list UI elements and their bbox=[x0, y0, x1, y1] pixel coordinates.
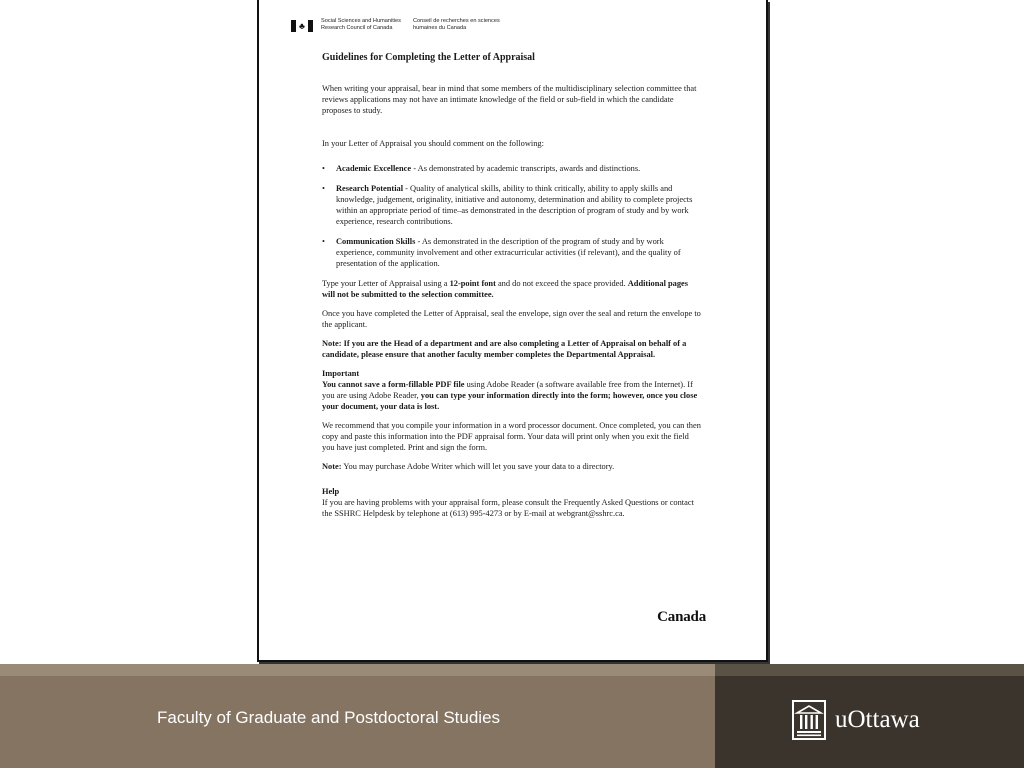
criteria-item: • Academic Excellence - As demonstrated by academic transcripts, awards and distinctions. bbox=[322, 164, 641, 173]
criteria-item: • Research Potential - Quality of analytical skills, ability to think critically, ability to apply skills and knowledge, judgement, originality, initiative and autonomy, determination and ability to complete projects within an appropriate period of time–as demonstrated in the description of program of study and by work experience, research contributions. bbox=[322, 184, 693, 226]
font-note: Type your Letter of Appraisal using a 12-point font and do not exceed the space provided. Additional pages will not be submitted to the selection committee. bbox=[322, 279, 689, 299]
uottawa-logo bbox=[792, 700, 920, 740]
help-text: If you are having problems with your appraisal form, please consult the Frequently Asked Questions or contact the SSHRC Helpdesk by telephone at (613) 995-4273 or by E-mail at webgrant@sshrc.ca. bbox=[322, 498, 694, 518]
important-text: You cannot save a form-fillable PDF file using Adobe Reader (a software available free from the Internet). If you are using Adobe Reader, you can type your information directly into the form; however, once you close your document, your data is lost. bbox=[322, 380, 698, 411]
building-icon bbox=[792, 700, 826, 740]
canada-flag-icon: ♣ bbox=[291, 20, 313, 32]
important-heading: Important bbox=[322, 369, 360, 378]
agency-name-en: Social Sciences and Humanities Research Council of Canada bbox=[321, 18, 401, 31]
document-title: Guidelines for Completing the Letter of Appraisal bbox=[322, 52, 535, 63]
seal-note: Once you have completed the Letter of Appraisal, seal the envelope, sign over the seal and return the envelope to the applicant. bbox=[322, 309, 701, 329]
criteria-list bbox=[322, 163, 702, 269]
help-heading: Help bbox=[322, 487, 340, 496]
head-note: Note: If you are the Head of a department and are also completing a Letter of Appraisal on behalf of a candidate, please ensure that another faculty member completes the Departmental Appraisal. bbox=[322, 339, 687, 359]
agency-name-fr: Conseil de recherches en sciences humaines du Canada bbox=[413, 18, 500, 31]
writer-note: Note: You may purchase Adobe Writer which will let you save your data to a directory. bbox=[322, 462, 615, 471]
intro-paragraph: When writing your appraisal, bear in mind that some members of the multidisciplinary selection committee that reviews applications may not have an intimate knowledge of the field or sub-field in which the candidate proposes to study. bbox=[322, 84, 697, 115]
comment-intro: In your Letter of Appraisal you should comment on the following: bbox=[322, 139, 544, 148]
uottawa-wordmark: uOttawa bbox=[835, 706, 920, 733]
document-content bbox=[322, 52, 702, 519]
recommend-paragraph: We recommend that you compile your information in a word processor document. Once completed, you can then copy and paste this information into the PDF appraisal form. Your data will print only when you exit the field you have just completed. Print and sign the form. bbox=[322, 421, 701, 452]
document-page bbox=[257, 0, 768, 662]
faculty-name: Faculty of Graduate and Postdoctoral Studies bbox=[157, 708, 501, 727]
criteria-item: • Communication Skills - As demonstrated in the description of the program of study and by work experience, community involvement and other extracurricular activities (if relevant), and the quality of presentation of the application. bbox=[322, 237, 681, 268]
government-header bbox=[291, 18, 501, 32]
canada-wordmark: Canada bbox=[657, 609, 706, 625]
